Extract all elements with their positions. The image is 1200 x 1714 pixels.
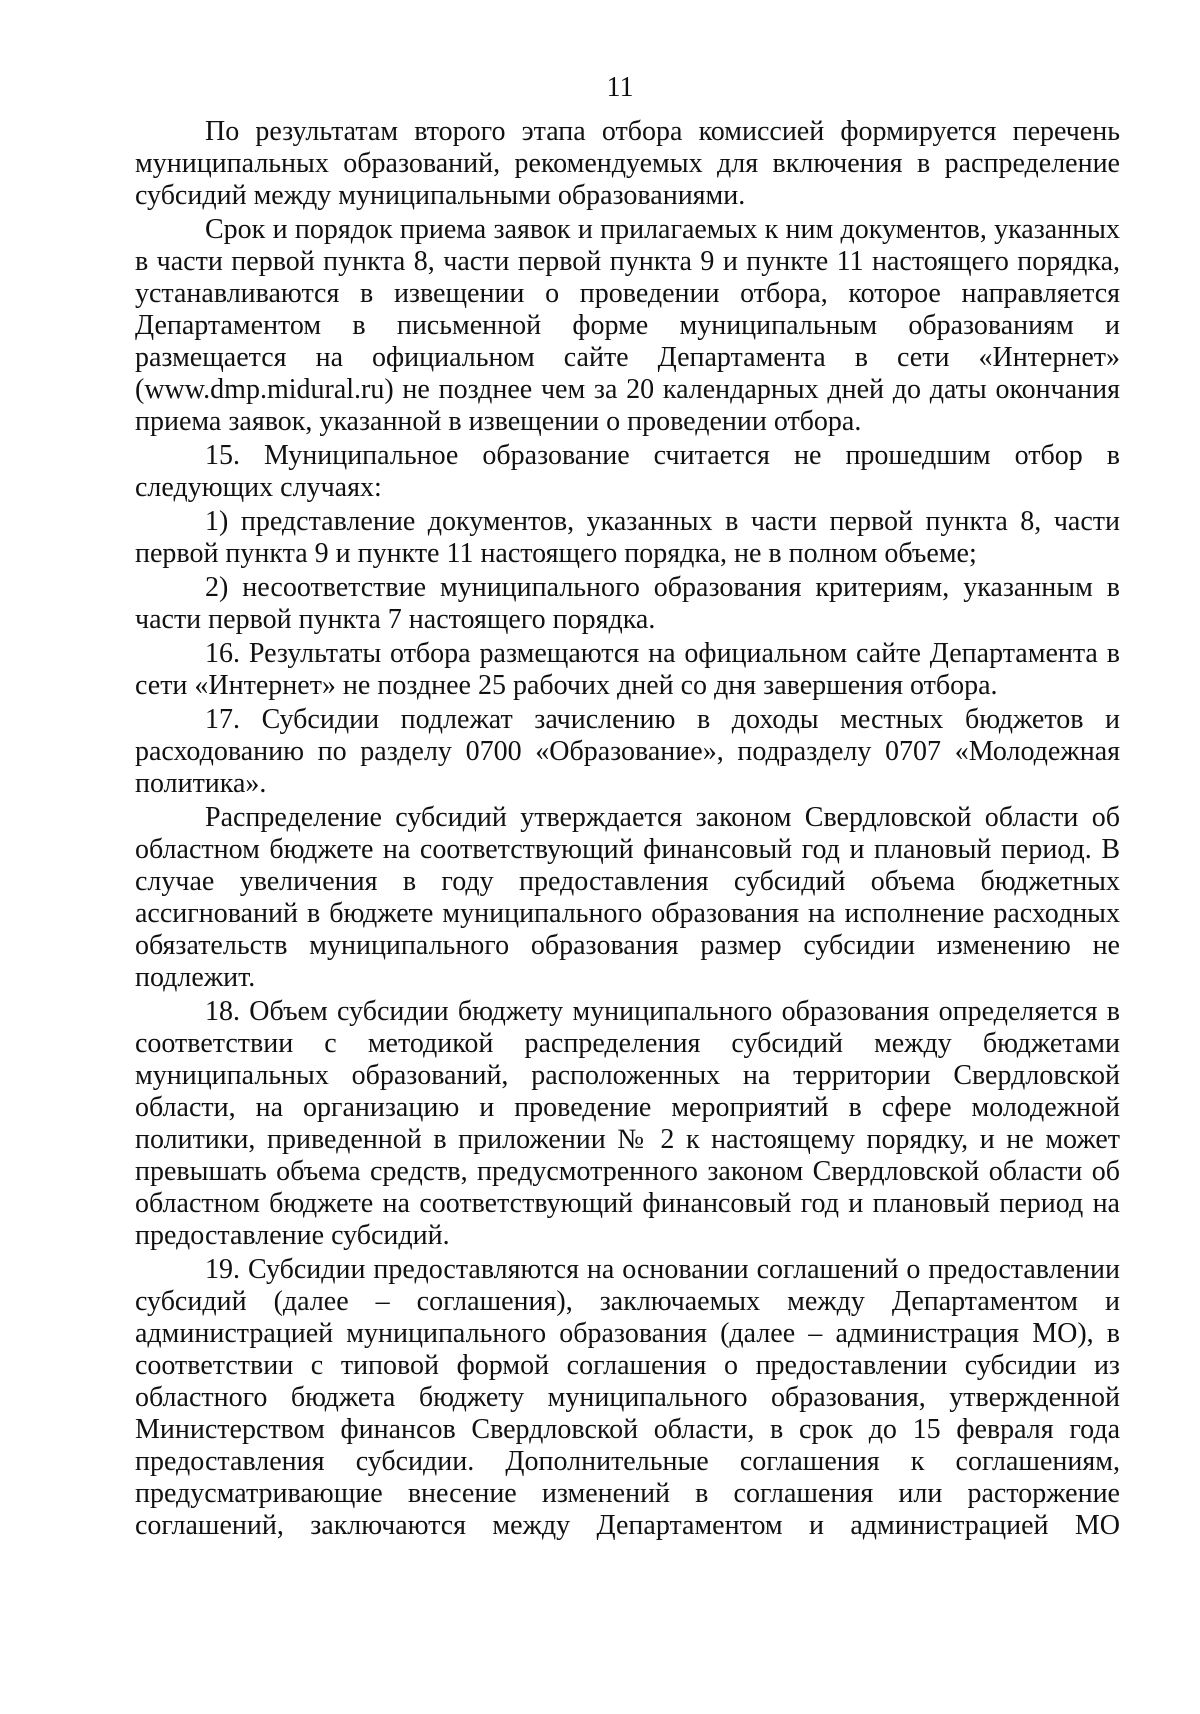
paragraph: 1) представление документов, указанных в части первой пункта 8, части первой пункта 9 и пункте 11 настоящего порядка, не в полном объеме; <box>135 506 1120 569</box>
paragraph: Срок и порядок приема заявок и прилагаемых к ним документов, указанных в части первой пункта 8, части первой пункта 9 и пункте 11 настоящего порядка, устанавливаются в извещении о проведении отбора, которое направляется Департаментом в письменной форме муниципальным образованиям и размещается на официальном сайте Департамента в сети «Интернет» (www.dmp.midural.ru) не позднее чем за 20 календарных дней до даты окончания приема заявок, указанной в извещении о проведении отбора. <box>135 214 1120 437</box>
paragraph: 15. Муниципальное образование считается не прошедшим отбор в следующих случаях: <box>135 440 1120 503</box>
paragraph: По результатам второго этапа отбора комиссией формируется перечень муниципальных образований, рекомендуемых для включения в распределение субсидий между муниципальными образованиями. <box>135 116 1120 211</box>
paragraph: 18. Объем субсидии бюджету муниципального образования определяется в соответствии с методикой распределения субсидий между бюджетами муниципальных образований, расположенных на территории Свердловской области, на организацию и проведение мероприятий в сфере молодежной политики, приведенной в приложении № 2 к настоящему порядку, и не может превышать объема средств, предусмотренного законом Свердловской области об областном бюджете на соответствующий финансовый год и плановый период на предоставление субсидий. <box>135 996 1120 1251</box>
page-number: 11 <box>606 72 634 103</box>
paragraph: 17. Субсидии подлежат зачислению в доходы местных бюджетов и расходованию по разделу 0700 «Образование», подразделу 0707 «Молодежная политика». <box>135 704 1120 799</box>
document-body <box>135 116 1120 1544</box>
paragraph: 19. Субсидии предоставляются на основании соглашений о предоставлении субсидий (далее – соглашения), заключаемых между Департаментом и администрацией муниципального образования (далее – администрация МО), в соответствии с типовой формой соглашения о предоставлении субсидии из областного бюджета бюджету муниципального образования, утвержденной Министерством финансов Свердловской области, в срок до 15 февраля года предоставления субсидии. Дополнительные соглашения к соглашениям, предусматривающие внесение изменений в соглашения или расторжение соглашений, заключаются между Департаментом и администрацией МО <box>135 1254 1120 1541</box>
paragraph: Распределение субсидий утверждается законом Свердловской области об областном бюджете на соответствующий финансовый год и плановый период. В случае увеличения в году предоставления субсидий объема бюджетных ассигнований в бюджете муниципального образования на исполнение расходных обязательств муниципального образования размер субсидии изменению не подлежит. <box>135 802 1120 993</box>
paragraph: 2) несоответствие муниципального образования критериям, указанным в части первой пункта 7 настоящего порядка. <box>135 572 1120 635</box>
paragraph: 16. Результаты отбора размещаются на официальном сайте Департамента в сети «Интернет» не позднее 25 рабочих дней со дня завершения отбора. <box>135 638 1120 701</box>
